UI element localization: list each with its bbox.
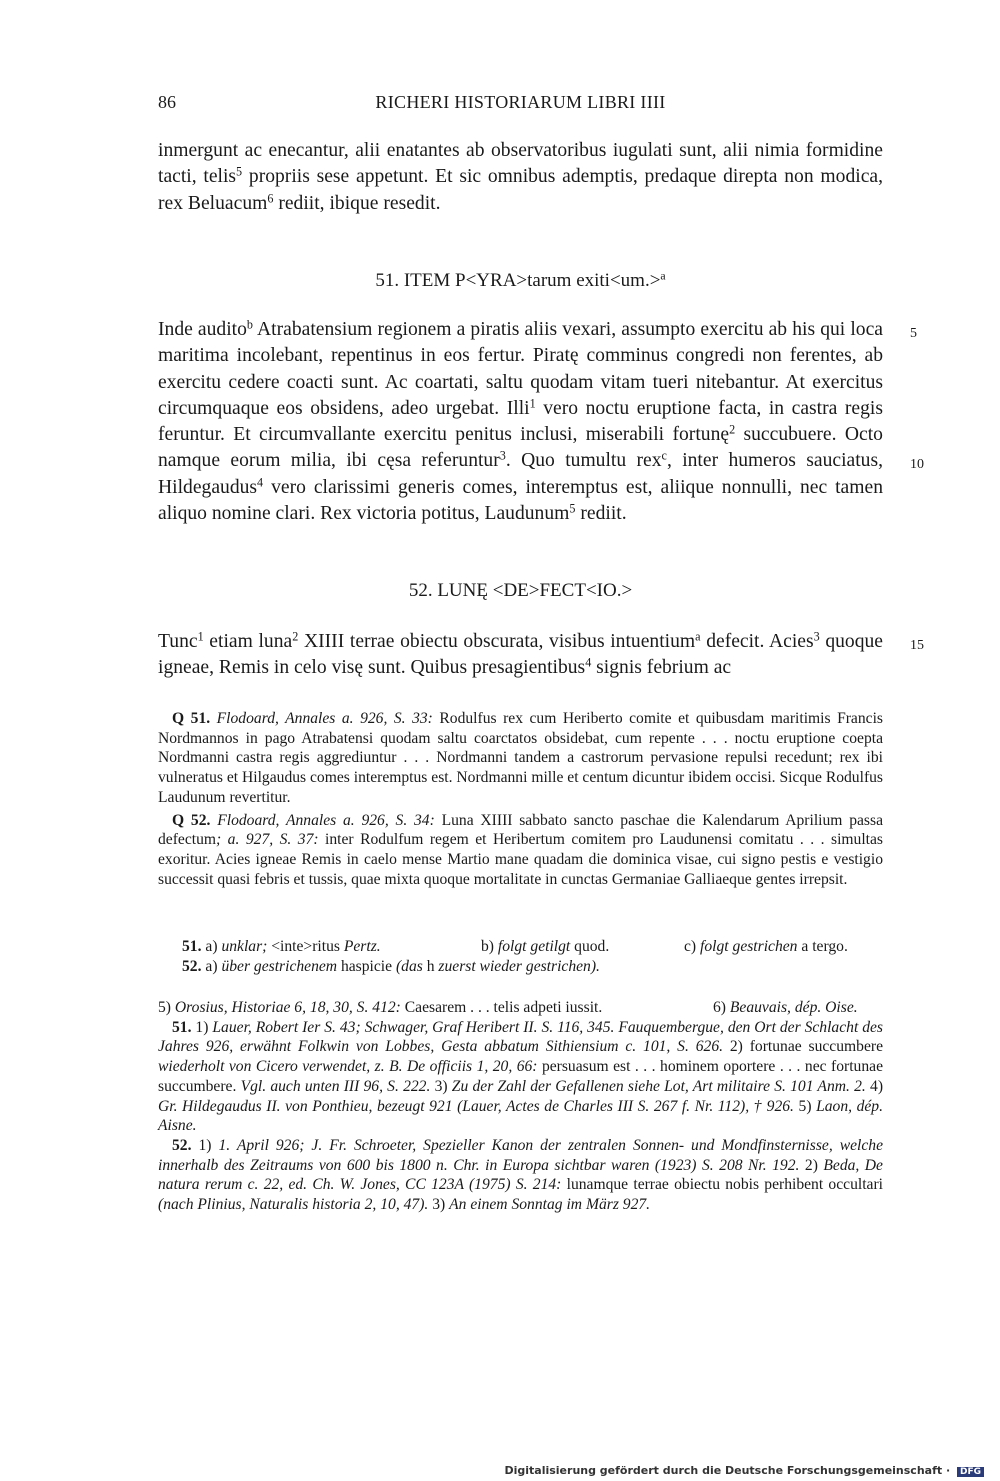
note-52: 52. 1) 1. April 926; J. Fr. Schroeter, Spezieller Kanon der zentralen Sonnen- und Mondfinsternisse, welche innerhalb des Zeitraums von 600 bis 1800 n. Chr. in Europa sichtbar waren (1923) S. 208 Nr. 192. 2) Beda, De natura rerum c. 22, ed. Ch. W. Jones, CC 123A (1975) S. 214: lunamque terrae obiectu nobis perhibent occultari (nach Plinius, Naturalis historia 2, 10, 47). 3) An einem Sonntag im März 927. — [158, 1136, 883, 1214]
dfg-logo: DFG — [957, 1467, 984, 1477]
chapter-52-heading: 52. LUNĘ <DE>FECT<IO.> — [408, 580, 633, 601]
note-5-6: 5) Orosius, Historiae 6, 18, 30, S. 412: Caesarem . . . telis adpeti iussit. 6) Beauvais, dép. Oise. — [158, 999, 858, 1016]
apparatus-row-51: 51. a) unklar; <inte>ritus Pertz. b) folgt getilgt quod. c) folgt gestrichen a tergo. — [182, 938, 848, 955]
line-number-5: 5 — [910, 326, 917, 341]
chapter-51-text: Inde audito$^b$ Atrabatensium regionem a piratis aliis vexari, assumpto exercitu ab his qui loca maritima incolebant, repentinus in eos fertur. Piratę comminus congredi non ferentes, ab exercitu cedere coacti sunt. Ac coartati, saltu quodam vitam tueri nitebantur. At exercitus circumquaque eos obsidens, adeo urgebat. Illi$^1$ vero noctu eruptione facta, in castra regis feruntur. Et circumvallante exercitu penitus inclusi, miserabili fortunę$^2$ succubuere. Octo namque eorum milia, ibi cęsa referuntur$^3$. Quo tumultu rex$^c$, inter humeros sauciatus, Hildegaudus$^4$ vero clarissimi generis comes, interemptus est, aliique nonnulli, nec tamen aliquo nomine clari. Rex victoria potitus, Laudunum$^5$ rediit. — [158, 317, 884, 525]
chapter-52-text: Tunc$^1$ etiam luna$^2$ XIIII terrae obiectu obscurata, visibus intuentium$^a$ defecit. Acies$^3$ quoque igneae, Remis in celo visę sunt. Quibus presagientibus$^4$ signis febrium ac — [158, 629, 884, 679]
running-header — [158, 92, 883, 118]
line-number-15: 15 — [910, 638, 924, 653]
source-q52: Q 52. Flodoard, Annales a. 926, S. 34: Luna XIIII sabbato sancto paschae die Kalendarum Aprilium passa defectum; a. 927, S. 37: inter Rodulfum regem et Heribertum comitem pro Laudunensi comitatu . . . simultas exoritur. Acies igneae Remis in caelo mense Martio mane quadam die dominica visae, cui signo pestis e vestigio successit quasi febris et tussis, quae mixta quoque mortalitate in cunctas Germaniae Galliaeque gentes irrepsit. — [158, 811, 883, 888]
running-title: RICHERI HISTORIARUM LIBRI IIII — [375, 92, 666, 112]
line-number-10: 10 — [910, 457, 924, 472]
intro-paragraph: inmergunt ac enecantur, alii enatantes ab observatoribus iugulati sunt, alii nimia formidine tacti, telis$^5$ propriis sese appetunt. Et sic omnibus ademptis, predaque direpta non modica, rex Beluacum$^6$ rediit, ibique resedit. — [158, 140, 883, 214]
commentary-notes — [158, 998, 883, 1215]
page-number: 86 — [158, 92, 176, 112]
chapter-51-heading: 51. ITEM P<YRA>tarum exiti<um.>$^a$ — [375, 269, 666, 291]
digitization-credit: Digitalisierung gefördert durch die Deutsche Forschungsgemeinschaft · DFG — [504, 1464, 984, 1477]
note-51: 51. 1) Lauer, Robert Ier S. 43; Schwager, Graf Heribert II. S. 116, 345. Fauquembergue, den Ort der Schlacht des Jahres 926, erwähnt Folkwin von Lobbes, Gesta abbatum Sithiensium c. 101, S. 626. 2) fortunae succumbere wiederholt von Cicero verwendet, z. B. De officiis 1, 20, 66: persuasum est . . . hominem oportere . . . nec fortunae succumbere. Vgl. auch unten III 96, S. 222. 3) Zu der Zahl der Gefallenen siehe Lot, Art militaire S. 101 Anm. 2. 4) Gr. Hildegaudus II. von Ponthieu, bezeugt 921 (Lauer, Actes de Charles III S. 267 f. Nr. 112), † 926. 5) Laon, dép. Aisne. — [158, 1018, 884, 1135]
apparatus-row-52: 52. a) über gestrichenem haspicie (das h zuerst wieder gestrichen). — [182, 957, 600, 975]
source-q51: Q 51. Flodoard, Annales a. 926, S. 33: Rodulfus rex cum Heriberto comite et quibusdam maritimis Francis Nordmannos in pago Atrabatensi quodam saltu coarctatos obsidebat, cum repente . . . noctu eruptione coepta Nordmanni castra regis aggrediuntur . . . Nordmanni tandem a castrorum pervasione repulsi recedunt; rex ibi vulneratus et Hilgaudus comes interemptus est. Nordmanni mille et centum dicuntur ibidem occisi. Sicque Rodulfus Laudunum revertitur. — [158, 710, 883, 806]
source-notes — [158, 709, 883, 889]
critical-apparatus — [158, 937, 883, 976]
